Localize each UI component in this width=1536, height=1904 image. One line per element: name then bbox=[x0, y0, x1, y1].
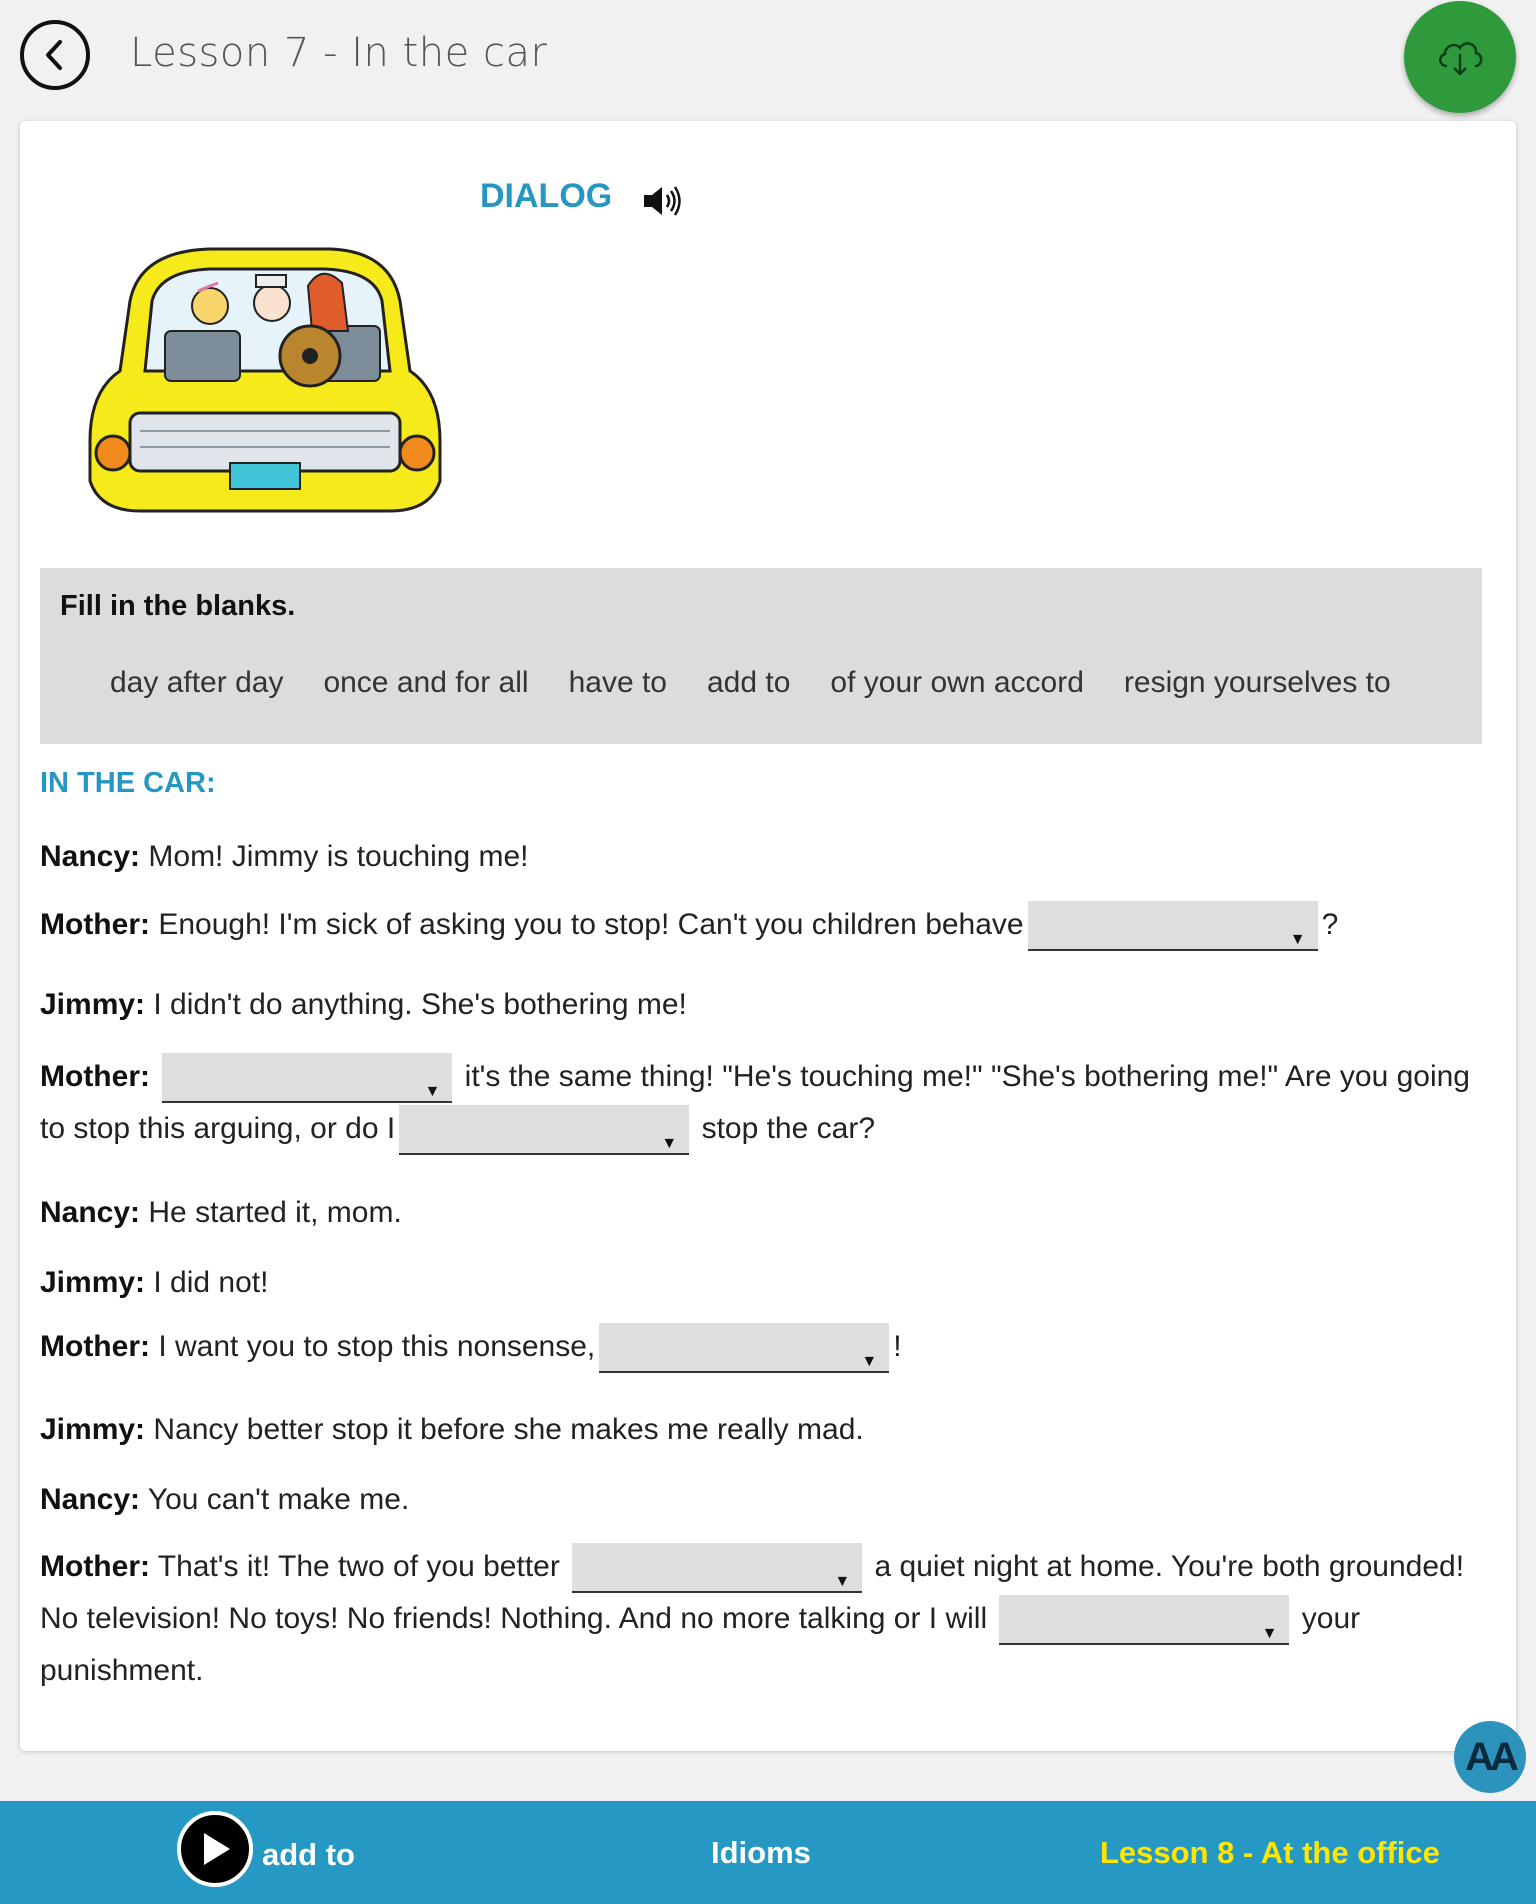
blank-dropdown-3[interactable] bbox=[399, 1105, 689, 1155]
word-bank-item: once and for all bbox=[323, 666, 529, 699]
dialog-line bbox=[40, 1051, 1480, 1155]
dialog-line bbox=[40, 1187, 1480, 1239]
category-link[interactable]: Idioms bbox=[711, 1835, 811, 1870]
line-text: a quiet night at home. You're both grounded! No television! No toys! No friends! Nothing. And no more talking or I will bbox=[40, 1550, 1465, 1636]
cloud-download-icon bbox=[1435, 36, 1485, 78]
line-text: I did not! bbox=[153, 1266, 269, 1299]
word-bank-panel bbox=[40, 568, 1482, 744]
line-text: your punishment. bbox=[40, 1602, 1361, 1688]
line-text: Enough! I'm sick of asking you to stop! Can't you children behave bbox=[158, 908, 1024, 941]
previous-lesson-link[interactable]: add to bbox=[262, 1837, 355, 1872]
word-bank-item: day after day bbox=[110, 666, 284, 699]
speaker-name: Mother: bbox=[40, 1060, 150, 1093]
dialog-line bbox=[40, 1404, 1480, 1456]
line-text: stop the car? bbox=[701, 1112, 875, 1146]
blank-dropdown-6[interactable] bbox=[999, 1595, 1289, 1645]
car-illustration bbox=[60, 191, 460, 591]
word-bank-item: have to bbox=[568, 666, 667, 699]
word-bank-item: add to bbox=[707, 666, 791, 699]
next-lesson-link[interactable]: Lesson 8 - At the office bbox=[1100, 1835, 1440, 1870]
line-text: it's the same thing! "He's touching me!" "She's bothering me!" Are you going to stop this arguing, or do I bbox=[40, 1060, 1470, 1146]
speaker-icon[interactable] bbox=[640, 181, 684, 221]
line-text: He started it, mom. bbox=[148, 1196, 402, 1229]
dialog-line bbox=[40, 979, 1480, 1031]
dialog-line bbox=[40, 1257, 1480, 1309]
chevron-left-icon bbox=[40, 38, 70, 72]
line-text: ? bbox=[1321, 908, 1339, 941]
line-text: ! bbox=[893, 1330, 902, 1363]
bottom-nav bbox=[0, 1801, 1536, 1904]
font-size-button[interactable]: AA bbox=[1454, 1721, 1526, 1793]
speaker-name: Mother: bbox=[40, 1550, 150, 1583]
play-icon bbox=[198, 1830, 232, 1868]
dialog-line bbox=[40, 1321, 1480, 1373]
speaker-name: Jimmy: bbox=[40, 988, 146, 1021]
dialog-line bbox=[40, 1541, 1480, 1697]
line-text: You can't make me. bbox=[147, 1483, 410, 1516]
exercise-instruction: Fill in the blanks. bbox=[60, 590, 296, 622]
section-heading: IN THE CAR: bbox=[40, 767, 216, 799]
dialog-line bbox=[40, 831, 1480, 883]
play-button[interactable] bbox=[177, 1811, 253, 1887]
speaker-name: Nancy: bbox=[40, 1483, 141, 1516]
blank-dropdown-1[interactable] bbox=[1028, 901, 1318, 951]
speaker-name: Nancy: bbox=[40, 840, 141, 873]
back-button[interactable] bbox=[20, 20, 90, 90]
blank-dropdown-5[interactable] bbox=[572, 1543, 862, 1593]
line-text: I didn't do anything. She's bothering me! bbox=[153, 988, 687, 1021]
blank-dropdown-4[interactable] bbox=[599, 1323, 889, 1373]
line-text: Mom! Jimmy is touching me! bbox=[148, 840, 529, 873]
blank-dropdown-2[interactable] bbox=[162, 1053, 452, 1103]
download-button[interactable] bbox=[1404, 1, 1516, 113]
line-text: That's it! The two of you better bbox=[157, 1550, 560, 1583]
speaker-name: Jimmy: bbox=[40, 1413, 146, 1446]
word-bank bbox=[110, 666, 1391, 706]
speaker-name: Mother: bbox=[40, 908, 150, 941]
lesson-card bbox=[20, 121, 1516, 1751]
dialog-line bbox=[40, 1474, 1480, 1526]
speaker-name: Nancy: bbox=[40, 1196, 141, 1229]
line-text: Nancy better stop it before she makes me really mad. bbox=[153, 1413, 864, 1446]
page-title: Lesson 7 - In the car bbox=[130, 30, 548, 76]
line-text: I want you to stop this nonsense, bbox=[158, 1330, 596, 1363]
speaker-name: Mother: bbox=[40, 1330, 150, 1363]
speaker-name: Jimmy: bbox=[40, 1266, 146, 1299]
word-bank-item: resign yourselves to bbox=[1123, 666, 1391, 699]
dialog-heading: DIALOG bbox=[480, 177, 613, 215]
word-bank-item: of your own accord bbox=[830, 666, 1084, 699]
dialog-line bbox=[40, 899, 1480, 951]
app-header bbox=[0, 0, 1536, 115]
